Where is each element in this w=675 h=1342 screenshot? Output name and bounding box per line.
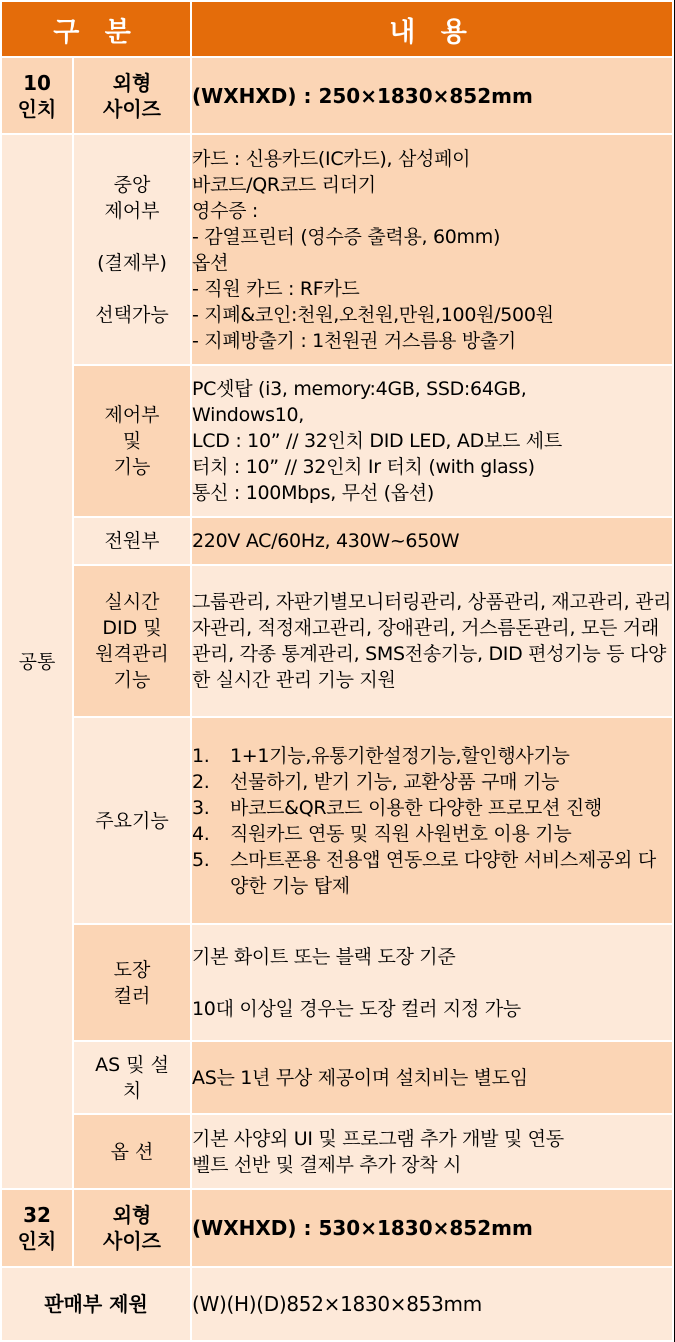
seller-spec-label: 판매부 제원 xyxy=(1,1267,191,1341)
as-install-value: AS는 1년 무상 제공이며 설치비는 별도임 xyxy=(191,1041,673,1114)
row-main-features xyxy=(1,717,673,924)
option-label: 옵 션 xyxy=(73,1114,191,1189)
central-control-value: 카드 : 신용카드(IC카드), 삼성페이 바코드/QR코드 리더기 영수증 : - 감열프린터 (영수증 출력용, 60mm) 옵션 - 직원 카드 : RF카드 - 지폐&코인:천원,오천원,만원,100원/500원 - 지폐방출기 : 1천원권 거스름용 방출기 xyxy=(191,134,673,365)
list-item: 3. 바코드&QR코드 이용한 다양한 프로모션 진행 xyxy=(192,796,602,819)
option-value: 기본 사양외 UI 및 프로그램 추가 개발 및 연동 벨트 선반 및 결제부 추가 장착 시 xyxy=(191,1114,673,1189)
list-item: 2. 선물하기, 받기 기능, 교환상품 구매 기능 xyxy=(192,770,560,793)
size-10inch: 10 인치 xyxy=(1,57,73,134)
paint-color-label: 도장 컬러 xyxy=(73,924,191,1041)
row-realtime-management xyxy=(1,565,673,717)
row-as-install xyxy=(1,1041,673,1114)
row-seller-spec xyxy=(1,1267,673,1341)
list-item: 1. 1+1기능,유통기한설정기능,할인행사기능 xyxy=(192,744,570,767)
feature-list xyxy=(192,743,672,899)
exterior-size-label-32: 외형 사이즈 xyxy=(73,1189,191,1267)
row-control-function xyxy=(1,365,673,517)
power-label: 전원부 xyxy=(73,517,191,565)
power-value: 220V AC/60Hz, 430W~650W xyxy=(191,517,673,565)
main-features-label: 주요기능 xyxy=(73,717,191,924)
realtime-management-value: 그룹관리, 자판기별모니터링관리, 상품관리, 재고관리, 관리자관리, 적정재고관리, 장애관리, 거스름돈관리, 모든 거래관리, 각종 통계관리, SMS전송기능, DID 편성기능 등 다양한 실시간 관리 기능 지원 xyxy=(191,565,673,717)
as-install-label: AS 및 설 치 xyxy=(73,1041,191,1114)
row-paint-color xyxy=(1,924,673,1041)
row-32inch xyxy=(1,1189,673,1267)
row-central-control xyxy=(1,134,673,365)
central-control-label: 중앙 제어부 (결제부) 선택가능 xyxy=(73,134,191,365)
row-10inch xyxy=(1,57,673,134)
exterior-size-value-10: (WXHXD) : 250×1830×852mm xyxy=(191,57,673,134)
paint-color-value: 기본 화이트 또는 블랙 도장 기준 10대 이상일 경우는 도장 컬러 지정 가능 xyxy=(191,924,673,1041)
seller-spec-value: (W)(H)(D)852×1830×853mm xyxy=(191,1267,673,1341)
list-item: 5. 스마트폰용 전용앱 연동으로 다양한 서비스제공외 다양한 기능 탑제 xyxy=(192,848,656,897)
row-power xyxy=(1,517,673,565)
control-function-label: 제어부 및 기능 xyxy=(73,365,191,517)
exterior-size-value-32: (WXHXD) : 530×1830×852mm xyxy=(191,1189,673,1267)
header-category: 구 분 xyxy=(1,1,191,57)
common-group-label: 공통 xyxy=(1,134,73,1189)
realtime-management-label: 실시간 DID 및 원격관리 기능 xyxy=(73,565,191,717)
exterior-size-label-10: 외형 사이즈 xyxy=(73,57,191,134)
control-function-value: PC셋탑 (i3, memory:4GB, SSD:64GB, Windows10, LCD : 10” // 32인치 DID LED, AD보드 세트 터치 : 10” // 32인치 Ir 터치 (with glass) 통신 : 100Mbps, 무선 (옵션) xyxy=(191,365,673,517)
row-option xyxy=(1,1114,673,1189)
main-features-value xyxy=(191,717,673,924)
header-row xyxy=(1,1,673,57)
header-content: 내 용 xyxy=(191,1,673,57)
list-item: 4. 직원카드 연동 및 직원 사원번호 이용 기능 xyxy=(192,822,572,845)
size-32inch: 32 인치 xyxy=(1,1189,73,1267)
